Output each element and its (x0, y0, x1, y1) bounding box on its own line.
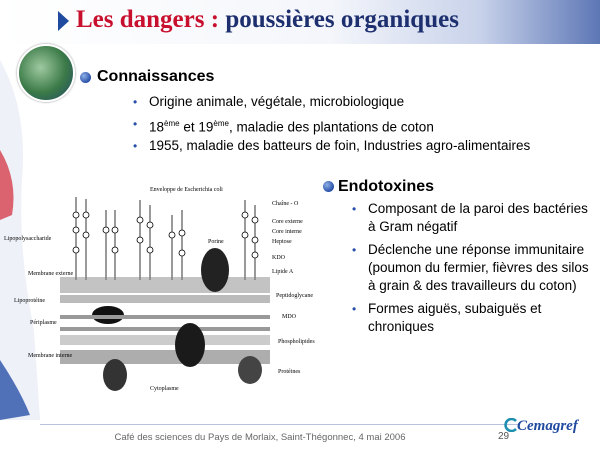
label-phospholipides: Phospholipides (278, 339, 315, 345)
title-part-topic: poussières organiques (225, 6, 459, 33)
cemagref-logo: Cemagref (517, 418, 578, 434)
label-peptidoglycane: Peptidoglycane (276, 293, 313, 299)
label-periplasme: Périplasme (30, 320, 57, 326)
label-membrane-externe: Membrane externe (28, 271, 74, 277)
label-chaine-o: Chaîne - O (272, 201, 299, 207)
label-cytoplasme: Cytoplasme (150, 386, 179, 392)
connaissances-list (133, 92, 530, 158)
label-lipoproteine: Lipoprotéine (14, 298, 45, 304)
label-heptose: Heptose (272, 239, 292, 245)
bullet-dot-icon (80, 72, 91, 83)
cemagref-logo-icon (504, 418, 518, 432)
bullet-dot-icon (323, 181, 334, 192)
list-item: • Origine animale, végétale, microbiologique (133, 92, 530, 114)
landscape-photo (17, 44, 75, 102)
label-membrane-interne: Membrane interne (28, 353, 73, 359)
title-part-dangers: Les dangers : (76, 6, 220, 33)
footer-divider (40, 424, 520, 425)
label-lipopolysaccharide: Lipopolysaccharide (4, 236, 52, 242)
list-item: • Déclenche une réponse immunitaire (poumon du fermier, fièvres des silos à grain & des travailleurs du coton) (352, 241, 597, 295)
label-porine: Porine (208, 239, 224, 245)
label-core-externe: Core externe (272, 219, 303, 225)
label-lipide-a: Lipide A (272, 269, 294, 275)
list-item: • 1955, maladie des batteurs de foin, Industries agro-alimentaires (133, 136, 530, 158)
label-proteines: Protéines (278, 369, 301, 375)
ecoli-envelope-diagram (0, 185, 335, 405)
section-heading-endotoxines: Endotoxines (338, 178, 435, 195)
section-heading-connaissances: Connaissances (97, 68, 215, 85)
diagram-title: Enveloppe de Escherichia coli (150, 187, 223, 193)
list-item: • Formes aiguës, subaiguës et chroniques (352, 300, 597, 336)
list-item: • Composant de la paroi des bactéries à Gram négatif (352, 200, 597, 236)
page-number: 29 (498, 431, 510, 442)
slide-title (76, 6, 459, 34)
footer-text: Café des sciences du Pays de Morlaix, Saint-Thégonnec, 4 mai 2006 (114, 432, 406, 443)
label-core-interne: Core interne (272, 229, 302, 235)
endotoxines-list (352, 200, 597, 341)
label-mdo: MDO (282, 314, 297, 320)
list-item: • 18ème et 19ème, maladie des plantations de coton (133, 114, 530, 136)
label-kdo: KDO (272, 255, 285, 261)
title-arrow-icon (58, 11, 69, 31)
